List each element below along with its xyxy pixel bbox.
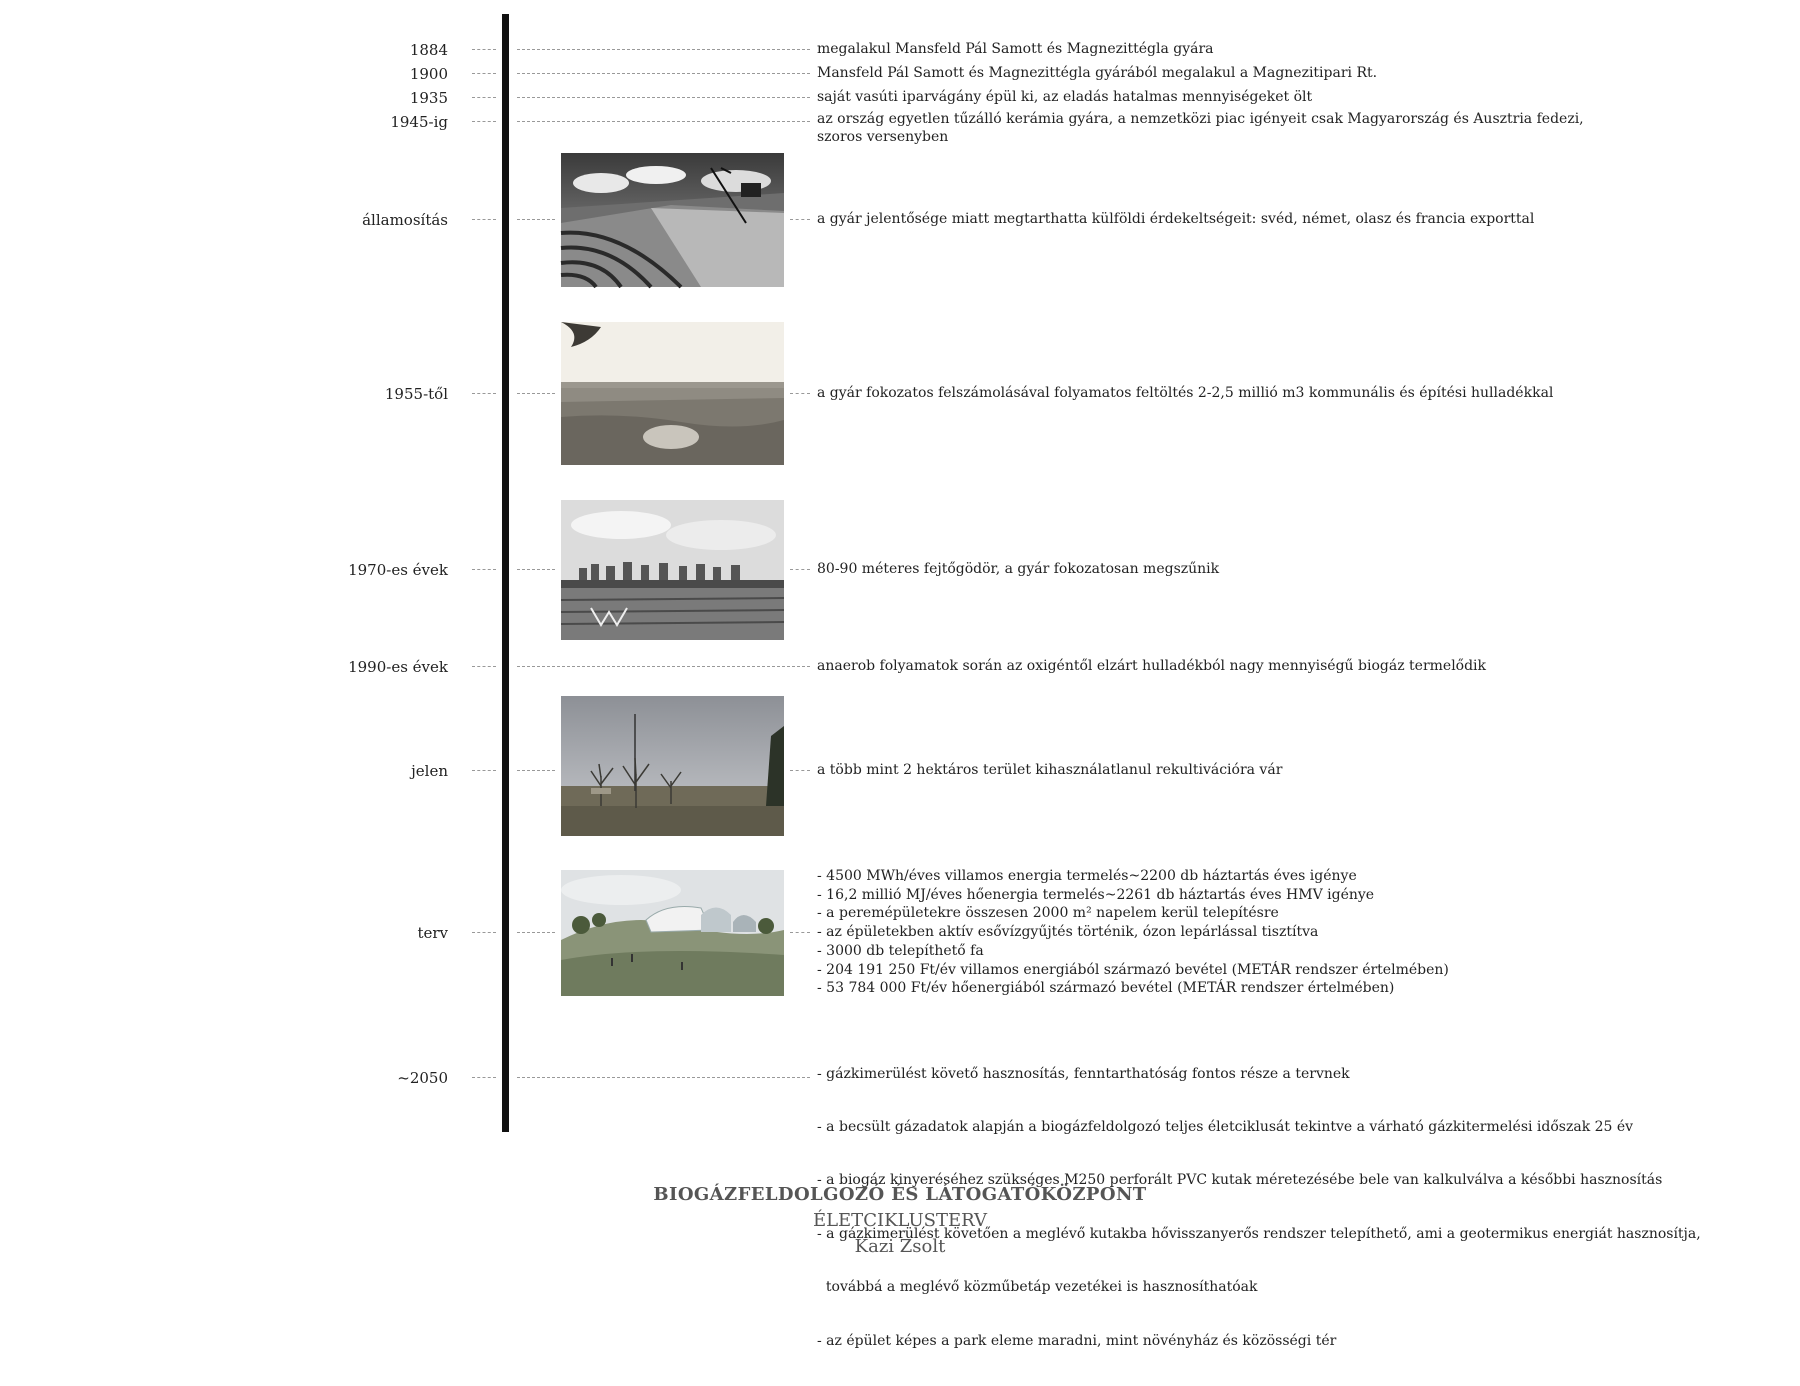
timeline-description [817, 88, 1312, 106]
dash-leader [472, 569, 496, 570]
description-line: - a becsült gázadatok alapján a biogázfeldolgozó teljes életciklusát tekintve a várható gázkitermelési időszak 25 év [817, 1118, 1634, 1135]
timeline-description [817, 867, 1449, 998]
description-line: - 4500 MWh/éves villamos energia termelés~2200 db háztartás éves igénye [817, 868, 1357, 884]
description-line: megalakul Mansfeld Pál Samott és Magnezittégla gyára [817, 41, 1214, 57]
dash-leader [790, 219, 810, 220]
description-line: - a peremépületekre összesen 2000 m² napelem kerül telepítésre [817, 905, 1279, 922]
description-line: a gyár fokozatos felszámolásával folyamatos feltöltés 2-2,5 millió m3 kommunális és építési hulladékkal [817, 385, 1554, 401]
timeline-year-label: 1935 [409, 89, 448, 107]
timeline-description [817, 761, 1282, 779]
dash-leader [472, 393, 496, 394]
dash-leader [517, 770, 555, 771]
dash-leader [790, 393, 810, 394]
description-line: továbbá a meglévő közműbetáp vezetékei is hasznosíthatóak [817, 1279, 1258, 1296]
dash-leader [517, 666, 810, 667]
timeline-year-label: 1945-ig [390, 113, 448, 131]
pit-photo [561, 500, 784, 640]
description-line: - 53 784 000 Ft/év hőenergiából származó bevétel (METÁR rendszer értelmében) [817, 980, 1395, 997]
timeline-year-label: 1970-es évek [348, 561, 448, 579]
dash-leader [472, 666, 496, 667]
dash-leader [472, 770, 496, 771]
dash-leader [517, 569, 555, 570]
dash-leader [517, 393, 555, 394]
description-line: 80-90 méteres fejtőgödör, a gyár fokozatosan megszűnik [817, 561, 1220, 577]
dash-leader [472, 219, 496, 220]
dash-leader [790, 770, 810, 771]
timeline-year-label: jelen [411, 762, 448, 780]
timeline-description [817, 657, 1486, 675]
dash-leader [472, 73, 496, 74]
description-line: - a gázkimerülést követően a meglévő kutakba hővisszanyerős rendszer telepíthető, ami a geotermikus energiát hasznosítja, [817, 1225, 1701, 1242]
timeline-year-label: terv [417, 924, 448, 942]
timeline-description [817, 110, 1584, 146]
description-line: - 16,2 millió MJ/éves hőenergia termelés~2261 db háztartás éves HMV igénye [817, 886, 1375, 903]
timeline-description [817, 560, 1219, 578]
description-line: szoros versenyben [817, 129, 949, 145]
dash-leader [790, 569, 810, 570]
dash-leader [517, 932, 555, 933]
dash-leader [472, 49, 496, 50]
timeline-year-label: 1884 [409, 41, 448, 59]
description-line: - 204 191 250 Ft/év villamos energiából származó bevétel (METÁR rendszer értelmében) [817, 961, 1449, 978]
description-line: - az épületekben aktív esővízgyűjtés történik, ózon lepárlással tisztítva [817, 924, 1319, 941]
quarry-photo [561, 153, 784, 287]
timeline-year-label: államosítás [362, 211, 448, 229]
author-name: Kazi Zsolt [854, 1236, 946, 1257]
dash-leader [517, 1077, 810, 1078]
timeline-description [817, 64, 1377, 82]
timeline-axis [502, 14, 509, 1132]
description-line: a több mint 2 hektáros terület kihasználatlanul rekultivációra vár [817, 762, 1283, 778]
dash-leader [517, 73, 810, 74]
present-site-photo [561, 696, 784, 836]
title-block [0, 1184, 1800, 1257]
dash-leader [517, 121, 810, 122]
dash-leader [472, 932, 496, 933]
timeline-year-label: 1990-es évek [348, 658, 448, 676]
dash-leader [517, 219, 555, 220]
dash-leader [472, 121, 496, 122]
dash-leader [472, 97, 496, 98]
description-line: - 3000 db telepíthető fa [817, 942, 984, 959]
project-subtitle: ÉLETCIKLUSTERV [812, 1210, 988, 1231]
description-line: a gyár jelentősége miatt megtarthatta külföldi érdekeltségeit: svéd, német, olasz és francia exporttal [817, 211, 1535, 227]
plan-render-photo [561, 870, 784, 996]
dash-leader [517, 97, 810, 98]
description-line: saját vasúti iparvágány épül ki, az eladás hatalmas mennyiségeket ölt [817, 89, 1313, 105]
dash-leader [517, 49, 810, 50]
timeline-description [817, 40, 1214, 58]
dash-leader [472, 1077, 496, 1078]
timeline-year-label: 1900 [409, 65, 448, 83]
landfill-photo [561, 322, 784, 465]
timeline-description [817, 384, 1553, 402]
description-line: - a biogáz kinyeréséhez szükséges M250 perforált PVC kutak méretezésébe bele van kalkulválva a későbbi hasznosítás [817, 1172, 1663, 1189]
description-line: az ország egyetlen tűzálló kerámia gyára, a nemzetközi piac igényeit csak Magyarország és Ausztria fedezi, [817, 111, 1584, 127]
description-line: - az épület képes a park eleme maradni, mint növényház és közösségi tér [817, 1332, 1337, 1349]
timeline-year-label: 1955-től [384, 385, 448, 403]
dash-leader [790, 932, 810, 933]
description-line: - gázkimerülést követő hasznosítás, fenntarthatóság fontos része a tervnek [817, 1065, 1350, 1082]
timeline-year-label: ~2050 [397, 1069, 448, 1087]
project-title: BIOGÁZFELDOLGOZÓ ÉS LÁTOGATÓKÖZPONT [653, 1184, 1147, 1205]
description-line: Mansfeld Pál Samott és Magnezittégla gyárából megalakul a Magnezitipari Rt. [817, 65, 1378, 81]
description-line: anaerob folyamatok során az oxigéntől elzárt hulladékból nagy mennyiségű biogáz termelődik [817, 658, 1487, 674]
timeline-description [817, 210, 1534, 228]
